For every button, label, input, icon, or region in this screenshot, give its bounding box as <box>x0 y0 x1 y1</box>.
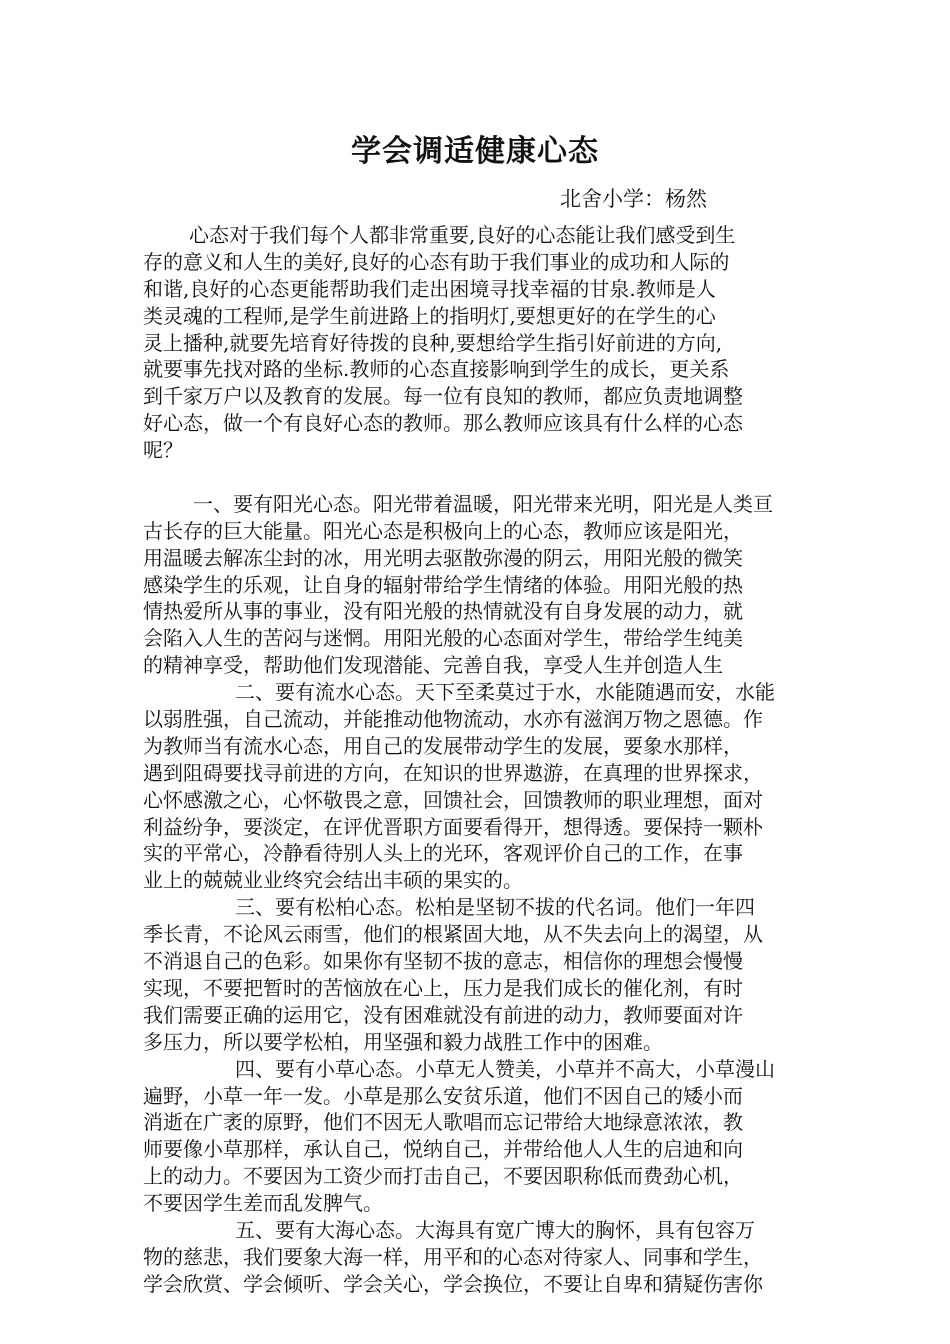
text-line: 遍野，小草一年一发。小草是那么安贫乐道，他们不因自己的矮小而 <box>143 1083 743 1108</box>
text-line: 到千家万户以及教育的发展。每一位有良知的教师，都应负责地调整 <box>143 384 743 409</box>
text-line: 三、要有松柏心态。松柏是坚韧不拔的代名词。他们一年四 <box>235 895 755 920</box>
author-line: 北舍小学：杨然 <box>560 187 707 211</box>
text-line: 利益纷争，要淡定，在评优晋职方面要看得开，想得透。要保持一颗朴 <box>143 814 763 839</box>
text-line: 心态对于我们每个人都非常重要,良好的心态能让我们感受到生 <box>189 223 736 247</box>
text-line: 会陷入人生的苦闷与迷惘。用阳光般的心态面对学生，带给学生纯美 <box>143 626 743 651</box>
text-line: 实现，不要把暂时的苦恼放在心上，压力是我们成长的催化剂，有时 <box>143 975 743 1000</box>
paragraph-sunshine <box>143 491 815 679</box>
text-line: 不消退自己的色彩。如果你有坚韧不拔的意志，相信你的理想会慢慢 <box>143 949 743 974</box>
text-line: 我们需要正确的运用它，没有困难就没有前进的动力，教师要面对许 <box>143 1002 743 1027</box>
text-line: 呢？ <box>143 438 183 463</box>
blank-line <box>143 464 815 491</box>
paragraph-intro <box>143 222 815 464</box>
text-line: 情热爱所从事的事业，没有阳光般的热情就没有自身发展的动力，就 <box>143 599 743 624</box>
text-line: 和谐,良好的心态更能帮助我们走出困境寻找幸福的甘泉.教师是人 <box>143 276 716 301</box>
text-line: 一、要有阳光心态。阳光带着温暖，阳光带来光明，阳光是人类亘 <box>193 491 773 516</box>
text-line: 多压力，所以要学松柏，用坚强和毅力战胜工作中的困难。 <box>143 1029 663 1054</box>
text-line: 实的平常心，冷静看待别人头上的光环，客观评价自己的工作，在事 <box>143 841 743 866</box>
text-line: 不要因学生差而乱发脾气。 <box>143 1191 383 1216</box>
text-line: 就要事先找对路的坐标.教师的心态直接影响到学生的成长，更关系 <box>143 357 730 382</box>
paragraph-sea <box>143 1217 815 1298</box>
paragraph-water <box>143 679 815 894</box>
text-line: 上的动力。不要因为工资少而打击自己，不要因职称低而费劲心机， <box>143 1164 743 1189</box>
text-line: 季长青，不论风云雨雪，他们的根紧固大地，从不失去向上的渴望，从 <box>143 922 763 947</box>
text-line: 业上的兢兢业业终究会结出丰硕的果实的。 <box>143 868 523 893</box>
text-line: 灵上播种,就要先培育好待拨的良种,要想给学生指引好前进的方向, <box>143 330 723 355</box>
text-line: 消逝在广袤的原野，他们不因无人歌唱而忘记带给大地绿意浓浓，教 <box>143 1110 743 1135</box>
text-line: 二、要有流水心态。天下至柔莫过于水，水能随遇而安，水能 <box>235 680 775 705</box>
text-line: 四、要有小草心态。小草无人赞美，小草并不高大，小草漫山 <box>235 1056 775 1081</box>
text-line: 古长存的巨大能量。阳光心态是积极向上的心态，教师应该是阳光， <box>143 518 743 543</box>
paragraph-pine <box>143 894 815 1055</box>
text-line: 存的意义和人生的美好,良好的心态有助于我们事业的成功和人际的 <box>143 249 730 274</box>
text-line: 物的慈悲，我们要象大海一样，用平和的心态对待家人、同事和学生， <box>143 1244 763 1269</box>
text-line: 学会欣赏、学会倾听、学会关心，学会换位，不要让自卑和猜疑伤害你 <box>143 1271 763 1296</box>
text-line: 遇到阻碍要找寻前进的方向，在知识的世界遨游，在真理的世界探求， <box>143 760 763 785</box>
text-line: 的精神享受，帮助他们发现潜能、完善自我，享受人生并创造人生 <box>143 653 723 678</box>
text-line: 心怀感激之心，心怀敬畏之意，回馈社会，回馈教师的职业理想，面对 <box>143 787 763 812</box>
document-body <box>143 222 815 1298</box>
text-line: 为教师当有流水心态，用自己的发展带动学生的发展，要象水那样， <box>143 733 743 758</box>
text-line: 好心态，做一个有良好心态的教师。那么教师应该具有什么样的心态 <box>143 411 743 436</box>
text-line: 用温暖去解冻尘封的冰，用光明去驱散弥漫的阴云，用阳光般的微笑 <box>143 545 743 570</box>
text-line: 感染学生的乐观，让自身的辐射带给学生情绪的体验。用阳光般的热 <box>143 572 743 597</box>
text-line: 五、要有大海心态。大海具有宽广博大的胸怀，具有包容万 <box>235 1217 755 1242</box>
paragraph-grass <box>143 1056 815 1217</box>
text-line: 师要像小草那样，承认自己，悦纳自己，并带给他人人生的启迪和向 <box>143 1137 743 1162</box>
text-line: 类灵魂的工程师,是学生前进路上的指明灯,要想更好的在学生的心 <box>143 303 716 328</box>
text-line: 以弱胜强，自己流动，并能推动他物流动，水亦有滋润万物之恩德。作 <box>143 707 763 732</box>
document-title: 学会调适健康心态 <box>351 134 599 169</box>
